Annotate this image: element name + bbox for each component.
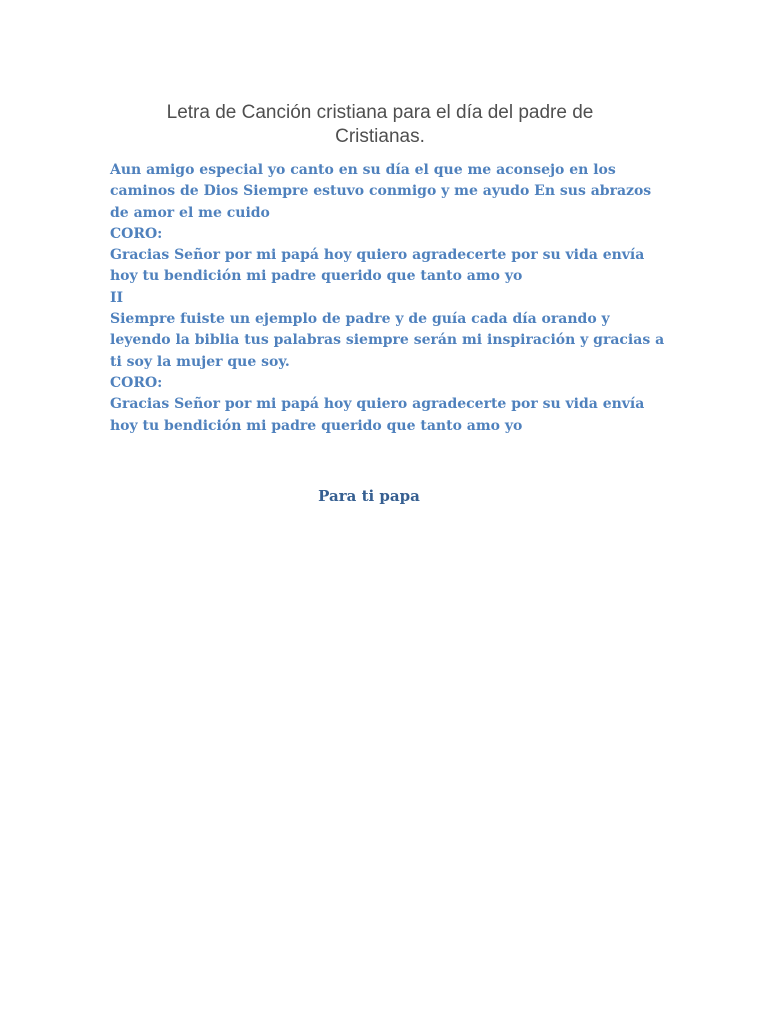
page-title: [110, 101, 650, 149]
chorus-line: hoy tu bendición mi padre querido que tanto amo yo: [110, 417, 523, 434]
closing-dedication: Para ti papa: [318, 487, 420, 505]
chorus-line: Gracias Señor por mi papá hoy quiero agradecerte por su vida envía: [110, 247, 645, 264]
verse-line: Aun amigo especial yo canto en su día el que me aconsejo en los: [110, 162, 616, 178]
title-line: Letra de Canción cristiana para el día del padre de: [166, 102, 594, 123]
chorus-heading: CORO:: [110, 374, 163, 391]
verse-line: Siempre fuiste un ejemplo de padre y de guía cada día orando y: [110, 311, 610, 328]
song-lyrics: [110, 160, 670, 437]
chorus-line: hoy tu bendición mi padre querido que tanto amo yo: [110, 268, 523, 285]
verse-line: de amor el me cuido: [110, 204, 270, 221]
verse-line: leyendo la biblia tus palabras siempre serán mi inspiración y gracias a: [110, 332, 665, 349]
chorus-heading: CORO:: [110, 225, 163, 242]
title-line: Cristianas.: [335, 126, 425, 147]
chorus-line: Gracias Señor por mi papá hoy quiero agradecerte por su vida envía: [110, 396, 645, 413]
verse-number: II: [110, 289, 124, 306]
verse-line: ti soy la mujer que soy.: [110, 353, 290, 370]
verse-line: caminos de Dios Siempre estuvo conmigo y me ayudo En sus abrazos: [110, 183, 652, 200]
